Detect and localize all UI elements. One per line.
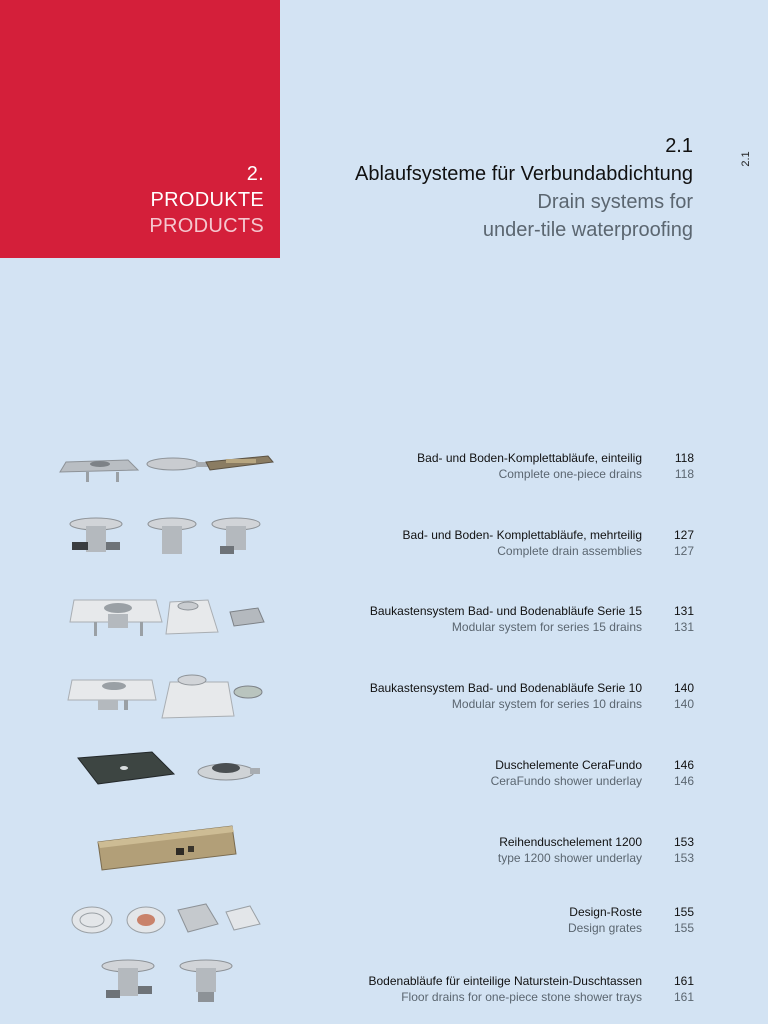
chapter-heading (355, 132, 693, 244)
section-number: 2. (246, 163, 264, 185)
chapter-side-tab: 2.1 (740, 151, 752, 167)
toc-entry-page: 127 (673, 544, 694, 558)
toc-entry-page: 146 (673, 758, 694, 772)
toc-entry-page: 153 (673, 851, 694, 865)
chapter-title-en-2: under-tile waterproofing (482, 219, 693, 241)
chapter-title-en-1: Drain systems for (537, 191, 693, 213)
toc-entry-page: 118 (674, 467, 694, 481)
toc-entry[interactable] (234, 680, 694, 712)
toc-entry-page: 155 (673, 905, 694, 919)
toc-entry-title-de: Bodenabläufe für einteilige Naturstein-Duschtassen (368, 974, 642, 988)
toc-entry-title-en: type 1200 shower underlay (497, 851, 642, 865)
toc-entry-page: 161 (673, 990, 694, 1004)
toc-entry-page: 131 (673, 620, 694, 634)
toc-entry-page: 118 (674, 451, 694, 465)
toc-entry-page: 146 (673, 774, 694, 788)
toc-entry-page: 153 (673, 835, 694, 849)
toc-entry-page: 131 (673, 604, 694, 618)
section-title (149, 161, 264, 239)
section-title-en: PRODUCTS (149, 215, 264, 237)
toc-entry-title-de: Bad- und Boden-Komplettabläufe, einteilig (417, 451, 642, 465)
toc-entry-title-en: Floor drains for one-piece stone shower trays (401, 990, 642, 1004)
toc-entry[interactable] (234, 603, 694, 635)
toc-entry-title-en: Modular system for series 15 drains (451, 620, 642, 634)
toc-entry[interactable] (234, 973, 694, 1005)
section-title-de: PRODUKTE (150, 189, 264, 211)
toc-entry-title-de: Baukastensystem Bad- und Bodenabläufe Serie 15 (369, 604, 642, 618)
toc-entry-title-de: Duschelemente CeraFundo (495, 758, 642, 772)
chapter-title-de: Ablaufsysteme für Verbundabdichtung (355, 163, 693, 185)
toc-entry-page: 140 (673, 697, 694, 711)
toc-entry[interactable] (234, 527, 694, 559)
toc-entry-title-de: Bad- und Boden- Komplettabläufe, mehrteilig (402, 528, 642, 542)
toc-entry-title-en: Design grates (567, 921, 642, 935)
chapter-number: 2.1 (665, 135, 693, 157)
toc-entry-page: 155 (673, 921, 694, 935)
toc-entry-title-en: CeraFundo shower underlay (490, 774, 642, 788)
toc-entry-title-de: Baukastensystem Bad- und Bodenabläufe Serie 10 (369, 681, 642, 695)
toc-entry[interactable] (234, 834, 694, 866)
toc-entry-page: 140 (673, 681, 694, 695)
toc-entry-title-de: Reihenduschelement 1200 (499, 835, 642, 849)
toc-entry-title-en: Modular system for series 10 drains (451, 697, 642, 711)
toc-entry-title-de: Design-Roste (569, 905, 642, 919)
section-header-block (0, 0, 280, 258)
toc-entry[interactable] (234, 757, 694, 789)
toc-entry-title-en: Complete drain assemblies (497, 544, 642, 558)
toc-entry-title-en: Complete one-piece drains (498, 467, 642, 481)
toc-entry-page: 161 (673, 974, 694, 988)
toc-entry[interactable] (234, 450, 694, 482)
toc-entry[interactable] (234, 904, 694, 936)
toc-entry-page: 127 (673, 528, 694, 542)
